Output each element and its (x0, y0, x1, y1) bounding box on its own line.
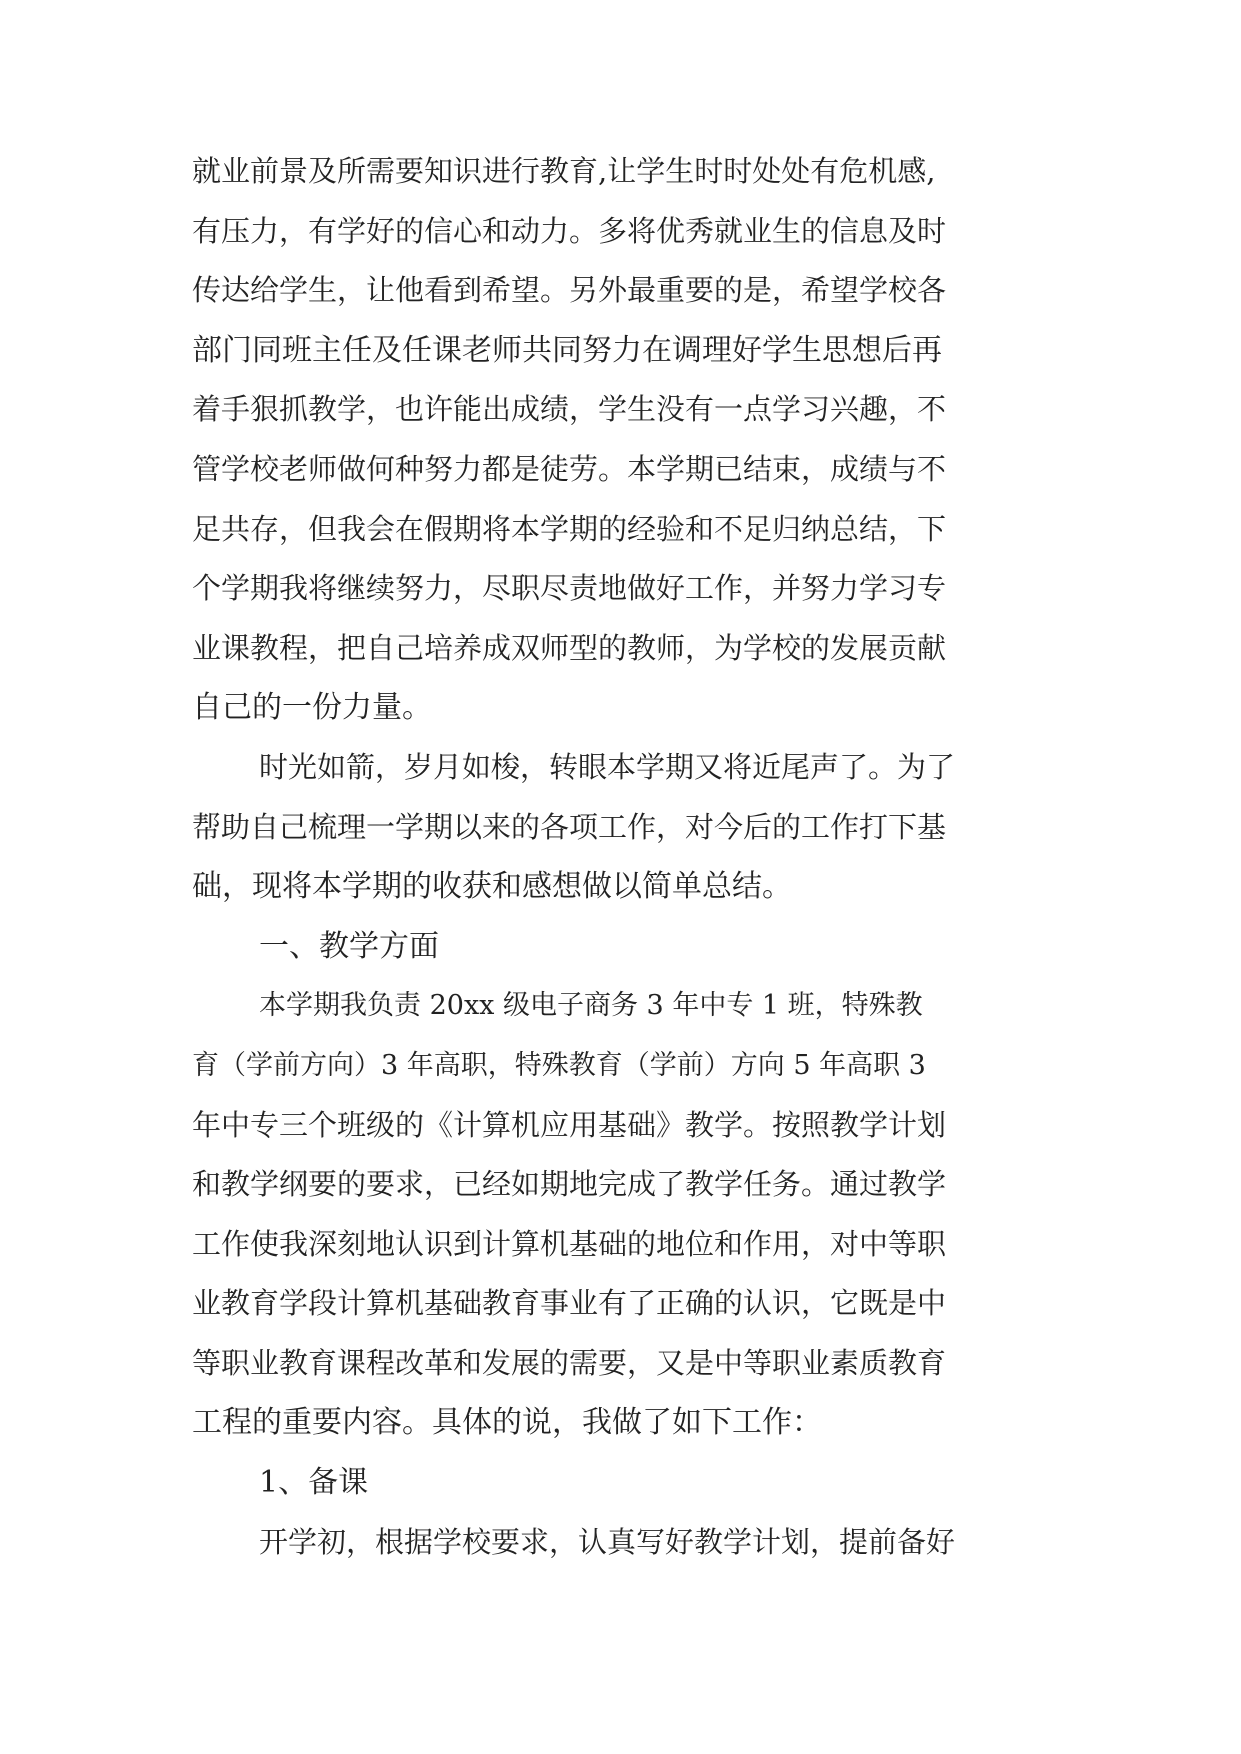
text-line: 和教学纲要的要求，已经如期地完成了教学任务。通过教学 (192, 1167, 947, 1202)
text-line: 本学期我负责 20xx 级电子商务 3 年中专 1 班，特殊教 (259, 990, 923, 1022)
text-line: 着手狠抓教学，也许能出成绩，学生没有一点学习兴趣，不 (192, 392, 947, 427)
text-line: 业课教程，把自己培养成双师型的教师，为学校的发展贡献 (192, 630, 947, 665)
text-line: 有压力，有学好的信心和动力。多将优秀就业生的信息及时 (192, 213, 947, 248)
text-line: 工作使我深刻地认识到计算机基础的地位和作用，对中等职 (192, 1226, 947, 1261)
text-line: 自己的一份力量。 (192, 690, 432, 726)
text-line: 部门同班主任及任课老师共同努力在调理好学生思想后再 (192, 332, 942, 368)
text-line: 帮助自己梳理一学期以来的各项工作，对今后的工作打下基 (192, 809, 947, 844)
text-line: 管学校老师做何种努力都是徒劳。本学期已结束，成绩与不 (192, 451, 947, 486)
document-body (192, 142, 1092, 1572)
text-line: 工程的重要内容。具体的说，我做了如下工作： (192, 1405, 822, 1441)
text-line: 业教育学段计算机基础教育事业有了正确的认识，它既是中 (192, 1286, 947, 1321)
text-line: 础，现将本学期的收获和感想做以简单总结。 (192, 869, 792, 905)
text-line: 1、备课 (259, 1465, 369, 1501)
text-line: 足共存，但我会在假期将本学期的经验和不足归纳总结，下 (192, 511, 947, 546)
text-line: 育（学前方向）3 年高职，特殊教育（学前）方向 5 年高职 3 (192, 1049, 926, 1081)
text-line: 一、教学方面 (259, 928, 439, 964)
text-line: 传达给学生，让他看到希望。另外最重要的是，希望学校各 (192, 273, 947, 308)
text-line: 个学期我将继续努力，尽职尽责地做好工作，并努力学习专 (192, 571, 947, 606)
text-line: 就业前景及所需要知识进行教育,让学生时时处处有危机感, (192, 154, 936, 188)
text-line: 时光如箭，岁月如梭，转眼本学期又将近尾声了。为了 (259, 749, 956, 784)
text-line: 等职业教育课程改革和发展的需要，又是中等职业素质教育 (192, 1345, 947, 1380)
text-line: 开学初，根据学校要求，认真写好教学计划，提前备好 (259, 1524, 956, 1559)
text-line: 年中专三个班级的《计算机应用基础》教学。按照教学计划 (192, 1107, 947, 1142)
